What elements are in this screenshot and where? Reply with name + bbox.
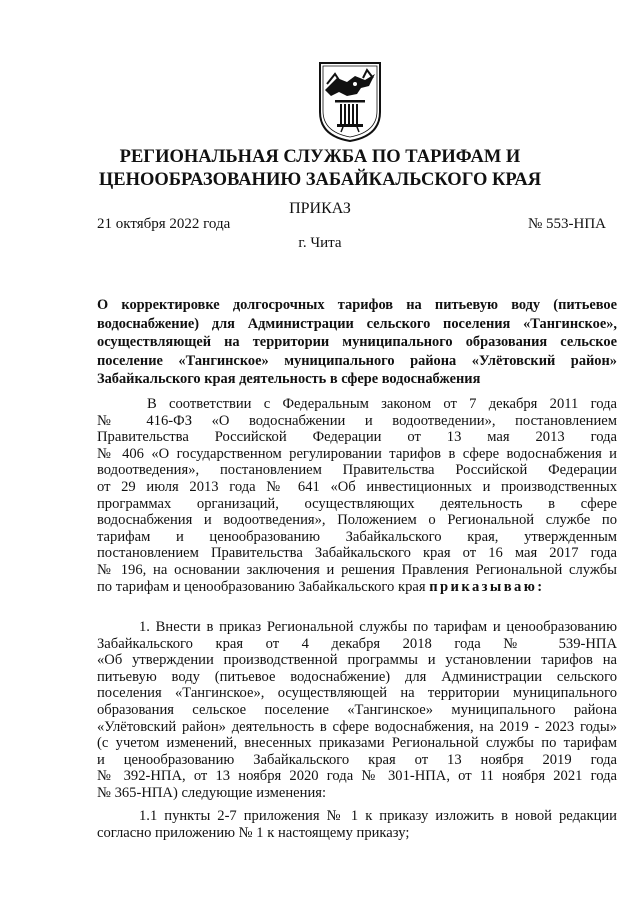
order-word: приказываю: bbox=[429, 578, 545, 595]
preamble-paragraph bbox=[97, 396, 617, 595]
body-line: № 416-ФЗ «О водоснабжении и водоотведении», постановлением bbox=[97, 412, 617, 429]
body-line: водоснабжения и водоотведения», Положением о Региональной службе по bbox=[97, 512, 617, 529]
body-line: «Об утверждении производственной программы и установлении тарифов на bbox=[97, 652, 617, 669]
body-line: Забайкальского края от 4 декабря 2018 года № 539-НПА bbox=[97, 635, 617, 652]
organization-name bbox=[0, 146, 640, 192]
body-line: № 365-НПА) следующие изменения: bbox=[97, 784, 327, 801]
body-line: программах организаций, осуществляющих деятельность в сфере bbox=[97, 495, 617, 512]
preamble-last-text: по тарифам и ценообразованию Забайкальского края bbox=[97, 578, 426, 595]
title-line: поселение «Тангинское» муниципального района «Улётовский район» bbox=[97, 352, 617, 369]
body-line: и ценообразованию Забайкальского края от 13 ноября 2019 года bbox=[97, 751, 617, 768]
body-line: № 406 «О государственном регулировании тарифов в сфере водоснабжения и bbox=[97, 445, 617, 462]
body-line: образования сельское поселение «Тангинское» муниципального района bbox=[97, 701, 617, 718]
body-line: 1. Внести в приказ Региональной службы по тарифам и ценообразованию bbox=[139, 619, 617, 635]
item-1-1-paragraph bbox=[97, 808, 617, 841]
body-line: «Улётовский район» деятельность в сфере водоснабжения, на 2019 - 2023 годы» bbox=[97, 718, 617, 735]
title-line: О корректировке долгосрочных тарифов на питьевую воду (питьевое bbox=[97, 297, 617, 313]
body-line: поселения «Тангинское», осуществляющей на территории муниципального bbox=[97, 685, 617, 702]
coat-of-arms-icon bbox=[317, 60, 383, 142]
body-line: Правительства Российской Федерации от 13 мая 2013 года bbox=[97, 429, 617, 446]
org-line-2: ЦЕНООБРАЗОВАНИЮ ЗАБАЙКАЛЬСКОГО КРАЯ bbox=[98, 170, 542, 190]
body-line: питьевую воду (питьевое водоснабжение) для Администрации сельского bbox=[97, 668, 617, 685]
body-line: постановлением Правительства Забайкальского края от 16 мая 2017 года bbox=[97, 545, 617, 562]
document-title bbox=[97, 296, 617, 389]
document-date: 21 октября 2022 года bbox=[97, 216, 231, 232]
item-1-paragraph bbox=[97, 619, 617, 802]
org-line-1: РЕГИОНАЛЬНАЯ СЛУЖБА ПО ТАРИФАМ И bbox=[119, 147, 521, 167]
body-line: 1.1 пункты 2-7 приложения № 1 к приказу изложить в новой редакции bbox=[139, 808, 617, 824]
title-line: осуществляющей на территории муниципального образования сельское bbox=[97, 334, 617, 350]
body-line: водоотведения», постановлением Правительства Российской Федерации bbox=[97, 462, 617, 479]
body-line: В соответствии с Федеральным законом от 7 декабря 2011 года bbox=[147, 396, 617, 412]
document-number: № 553-НПА bbox=[527, 216, 606, 232]
body-line bbox=[97, 579, 617, 596]
body-line: согласно приложению № 1 к настоящему приказу; bbox=[97, 824, 410, 841]
title-line: водоснабжение) для Администрации сельского поселения «Тангинское», bbox=[97, 315, 617, 332]
body-line: (с учетом изменений, внесенных приказами Региональной службы по тарифам bbox=[97, 735, 617, 752]
body-line: тарифам и ценообразованию Забайкальского края, утвержденным bbox=[97, 528, 617, 545]
document-type: ПРИКАЗ bbox=[289, 200, 351, 217]
document-city: г. Чита bbox=[298, 235, 342, 251]
body-line: № 196, на основании заключения и решения Правления Региональной службы bbox=[97, 561, 617, 578]
title-line: Забайкальского края деятельность в сфере водоснабжения bbox=[97, 371, 481, 387]
body-line: от 29 июля 2013 года № 641 «Об инвестиционных и производственных bbox=[97, 478, 617, 495]
body-line: № 392-НПА, от 13 ноября 2020 года № 301-НПА, от 11 ноября 2021 года bbox=[97, 768, 617, 785]
